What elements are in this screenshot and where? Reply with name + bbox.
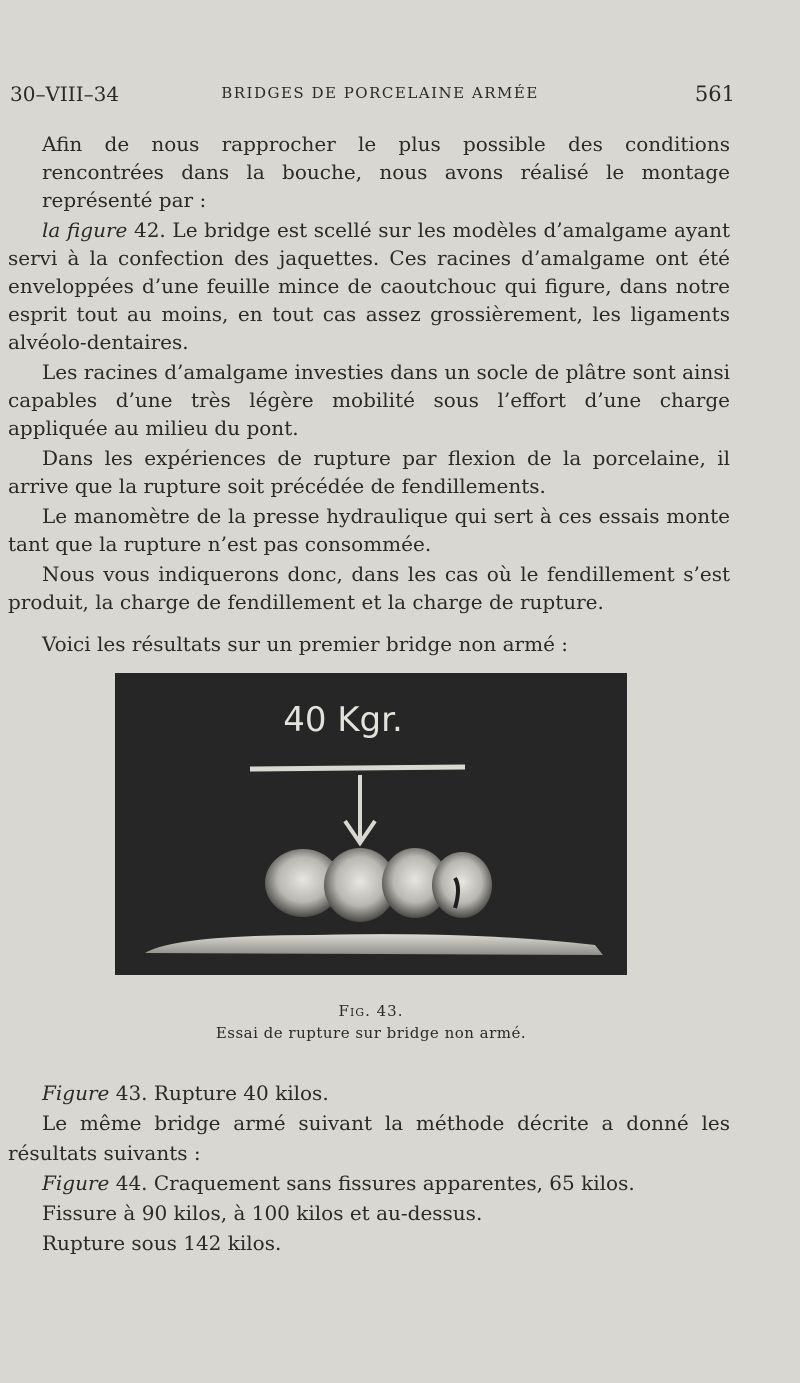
lower-text bbox=[8, 1078, 730, 1258]
figure-illustration bbox=[115, 673, 627, 975]
bridge-teeth bbox=[265, 848, 492, 922]
paragraph-1: Afin de nous rapprocher le plus possible des conditions rencontrées dans la bouche, nous avons réalisé le montage représenté par : bbox=[42, 132, 730, 212]
result-paragraph-1 bbox=[8, 1078, 730, 1108]
page-number: 561 bbox=[694, 82, 735, 106]
paragraph-6: Nous vous indiquerons donc, dans les cas où le fendillement s’est produit, la charge de fendillement et la charge de rupture. bbox=[8, 562, 730, 614]
result-paragraph-5: Rupture sous 142 kilos. bbox=[42, 1231, 282, 1255]
load-label: 40 Kgr. bbox=[283, 700, 403, 740]
figure-photo bbox=[115, 673, 627, 975]
result-paragraph-4: Fissure à 90 kilos, à 100 kilos et au-dessus. bbox=[42, 1201, 483, 1225]
caption-text: Essai de rupture sur bridge non armé. bbox=[215, 1024, 527, 1042]
result-3-text: 44. Craquement sans fissures apparentes, 65 kilos. bbox=[115, 1171, 635, 1195]
result-paragraph-3 bbox=[8, 1168, 730, 1198]
header-title: BRIDGES DE PORCELAINE ARMÉE bbox=[221, 84, 539, 102]
tooth-4 bbox=[432, 852, 492, 918]
result-paragraph-2: Le même bridge armé suivant la méthode décrite a donné les résultats suivants : bbox=[8, 1111, 730, 1165]
paragraph-7: Voici les résultats sur un premier bridge non armé : bbox=[42, 632, 569, 656]
figure-ref-44: Figure bbox=[42, 1171, 110, 1195]
paragraph-2-text: Le bridge est scellé sur les modèles d’amalgame ayant servi à la confection des jaquettes. Ces racines d’amalgame ont été enveloppées d’une feuille mince de caoutchouc qui figure, dans notre esprit tout au moins, en tout cas assez grossièrement, les ligaments alvéolo-dentaires. bbox=[8, 218, 731, 354]
paragraph-4: Dans les expériences de rupture par flexion de la porcelaine, il arrive que la rupture soit précédée de fendillements. bbox=[8, 446, 730, 498]
header-date: 30–VIII–34 bbox=[10, 82, 120, 106]
running-head bbox=[10, 82, 735, 112]
figure-ref-43: Figure bbox=[42, 1081, 110, 1105]
paragraph-5: Le manomètre de la presse hydraulique qui sert à ces essais monte tant que la rupture n’est pas consommée. bbox=[8, 504, 730, 556]
figure-ref-42-number: 42. bbox=[133, 218, 166, 242]
result-1-text: 43. Rupture 40 kilos. bbox=[115, 1081, 329, 1105]
paragraph-2 bbox=[8, 216, 730, 356]
caption-label: Fig. 43. bbox=[338, 1002, 404, 1020]
body-text bbox=[8, 130, 730, 660]
paragraph-3: Les racines d’amalgame investies dans un socle de plâtre sont ainsi capables d’une très légère mobilité sous l’effort d’une charge appliquée au milieu du pont. bbox=[8, 360, 730, 440]
figure-caption bbox=[115, 1000, 627, 1044]
load-bar bbox=[250, 767, 465, 769]
figure-ref-42: la figure bbox=[42, 218, 128, 242]
